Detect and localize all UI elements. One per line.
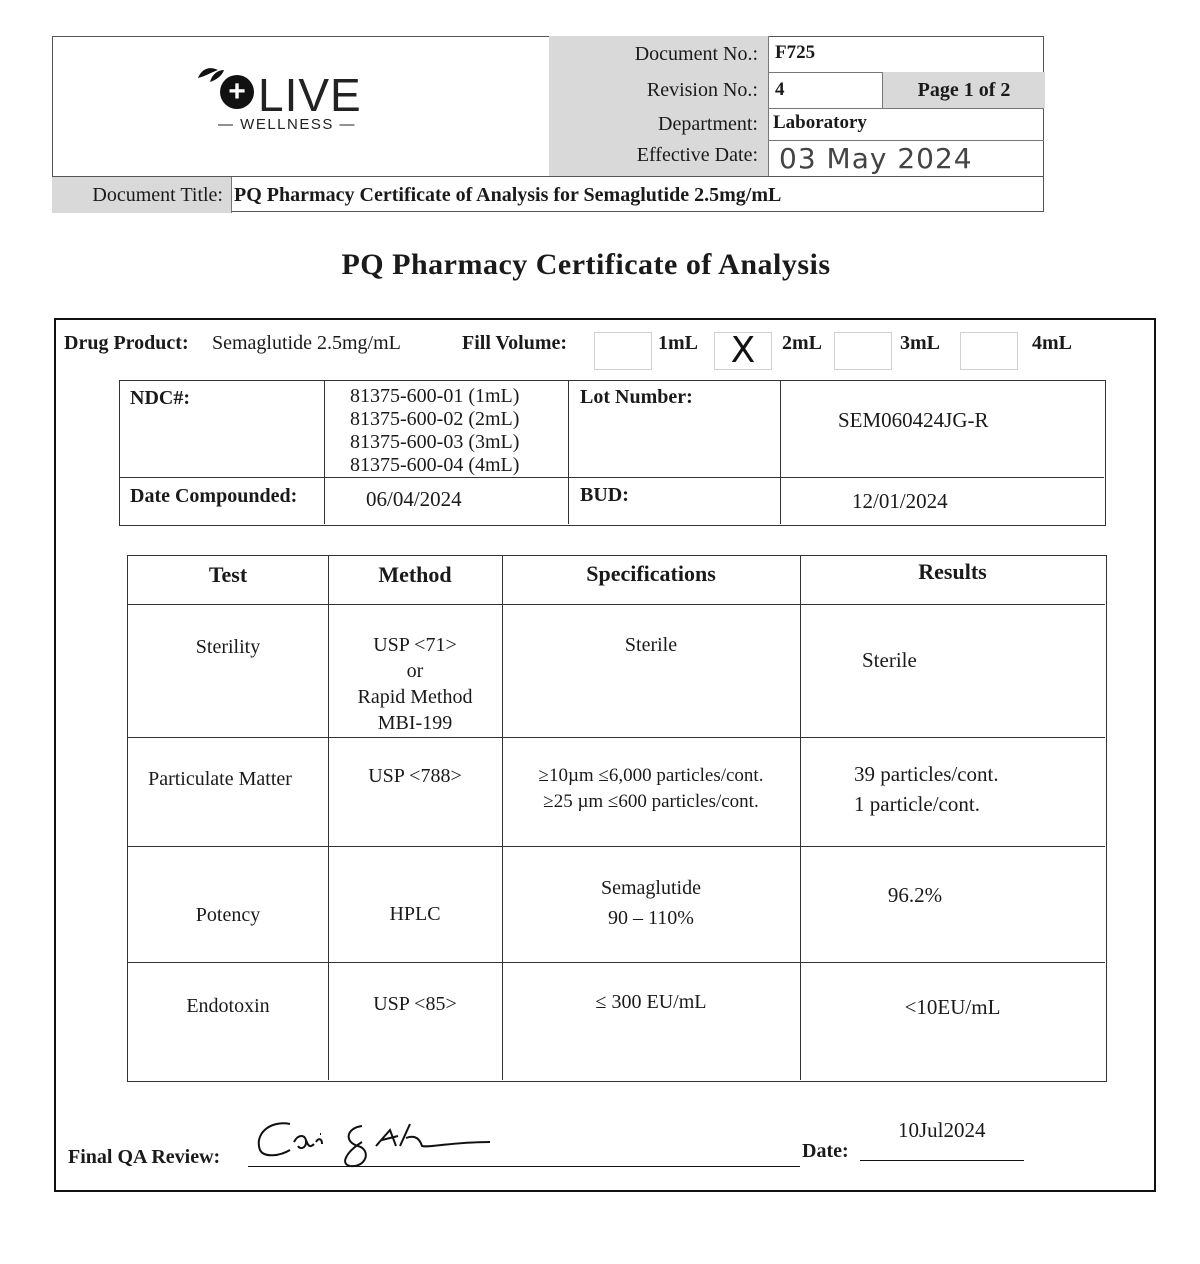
document-no-label: Document No.: (549, 36, 769, 72)
test-potency: Potency (195, 904, 261, 926)
lot-number-label: Lot Number: (580, 386, 693, 408)
header-test: Test (208, 562, 248, 587)
document-title-row (52, 176, 1044, 213)
effective-date-label: Effective Date: (549, 140, 769, 176)
logo-tagline: — WELLNESS — (218, 116, 357, 133)
test-endotoxin: Endotoxin (186, 995, 270, 1017)
x-mark-icon: X (730, 330, 756, 371)
fill-4ml-checkbox[interactable] (960, 332, 1018, 370)
revision-row (549, 72, 1044, 109)
ndc-code: 81375-600-01 (1mL) (350, 385, 520, 407)
page-title: PQ Pharmacy Certificate of Analysis (341, 248, 831, 281)
olive-wellness-logo (62, 60, 542, 150)
method-potency: HPLC (389, 903, 441, 925)
spec-endotoxin: ≤ 300 EU/mL (595, 991, 707, 1013)
document-meta (549, 36, 1044, 176)
test-particulate: Particulate Matter (148, 768, 292, 790)
ndc-code: 81375-600-04 (4mL) (350, 454, 520, 476)
page-number: Page 1 of 2 (882, 72, 1045, 108)
final-qa-label: Final QA Review: (68, 1146, 221, 1168)
qa-signature (250, 1112, 510, 1172)
document-title-label: Document Title: (52, 177, 232, 213)
fill-1ml-checkbox[interactable] (594, 332, 652, 370)
document-title-value: PQ Pharmacy Certificate of Analysis for Semaglutide 2.5mg/mL (234, 184, 782, 206)
revision-no-value: 4 (775, 79, 785, 100)
result-particulate: 39 particles/cont. 1 particle/cont. (854, 762, 999, 816)
result-sterility: Sterile (862, 648, 917, 672)
header-method: Method (378, 562, 452, 587)
method-particulate: USP <788> (368, 765, 462, 787)
fill-option-1ml: 1mL (658, 332, 698, 354)
ndc-codes (350, 385, 519, 477)
result-potency: 96.2% (887, 883, 943, 907)
method-endotoxin: USP <85> (373, 993, 457, 1015)
date-line (860, 1160, 1024, 1161)
review-date-value: 10Jul2024 (898, 1118, 986, 1142)
date-compounded-label: Date Compounded: (130, 485, 298, 507)
fill-3ml-checkbox[interactable] (834, 332, 892, 370)
fill-volume-label: Fill Volume: (462, 332, 568, 354)
revision-no-label: Revision No.: (549, 72, 769, 108)
department-row (549, 108, 1044, 141)
document-no-row (549, 36, 1044, 73)
fill-2ml-checkbox[interactable] (714, 332, 772, 370)
drug-product-value: Semaglutide 2.5mg/mL (212, 332, 401, 354)
fill-option-2ml: 2mL (782, 332, 822, 354)
ndc-code: 81375-600-03 (3mL) (350, 431, 520, 453)
spec-potency: Semaglutide 90 – 110% (601, 877, 701, 929)
test-sterility: Sterility (195, 636, 261, 658)
spec-sterility: Sterile (624, 634, 678, 656)
header-results: Results (918, 559, 987, 584)
date-label: Date: (802, 1140, 849, 1162)
date-compounded-value: 06/04/2024 (366, 487, 462, 511)
bud-value: 12/01/2024 (852, 489, 948, 513)
fill-option-4ml: 4mL (1032, 332, 1072, 354)
ndc-code: 81375-600-02 (2mL) (350, 408, 520, 430)
header-specifications: Specifications (586, 561, 716, 586)
result-endotoxin: <10EU/mL (904, 995, 1001, 1019)
logo-wordmark: LIVE (258, 69, 362, 121)
ndc-label: NDC#: (130, 387, 190, 409)
effective-date-row (549, 140, 1044, 176)
plus-icon: + (228, 75, 246, 108)
spec-particulate: ≥10µm ≤6,000 particles/cont. ≥25 µm ≤600 particles/cont. (538, 765, 764, 812)
bud-label: BUD: (580, 484, 629, 506)
effective-date-value: 03 May 2024 (779, 142, 973, 175)
ndc-lot-table (119, 380, 1106, 526)
department-value: Laboratory (773, 112, 867, 133)
fill-option-3ml: 3mL (900, 332, 940, 354)
lot-number-value: SEM060424JG-R (838, 408, 989, 432)
product-row (64, 330, 1124, 371)
method-sterility: USP <71> or Rapid Method MBI-199 (357, 634, 473, 734)
results-table (127, 555, 1107, 1082)
drug-product-label: Drug Product: (64, 332, 189, 354)
document-no-value: F725 (775, 42, 816, 63)
department-label: Department: (549, 108, 769, 140)
